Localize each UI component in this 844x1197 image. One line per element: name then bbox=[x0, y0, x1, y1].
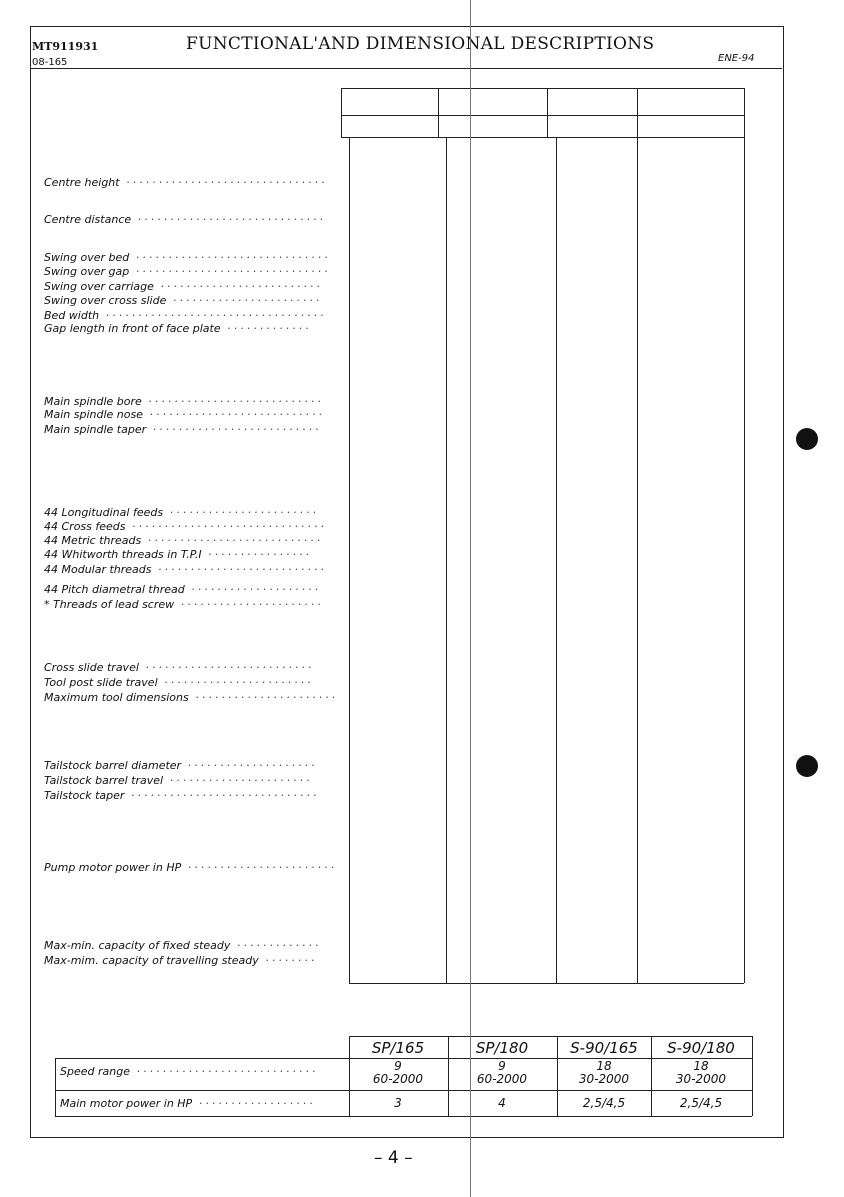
leader-dots: ······················· bbox=[163, 506, 319, 519]
bottom-header-model: S-90/165 bbox=[570, 1039, 638, 1057]
spec-label-text: Main spindle nose bbox=[44, 408, 143, 421]
leader-dots: ················ bbox=[201, 548, 313, 561]
bottom-cell-value: 3 bbox=[394, 1096, 402, 1110]
table-header-rule bbox=[341, 115, 744, 116]
fold-line bbox=[470, 0, 471, 1197]
bottom-cell-value: 18 bbox=[596, 1059, 612, 1073]
bottom-table-column-rule bbox=[752, 1036, 753, 1116]
bottom-cell-value: 30-2000 bbox=[675, 1072, 727, 1086]
spec-label bbox=[44, 691, 338, 704]
spec-label-text: 44 Whitworth threads in T.P.I bbox=[44, 548, 202, 561]
header-divider bbox=[30, 68, 782, 69]
leader-dots: ······················· bbox=[157, 676, 314, 689]
leader-dots: ······················· bbox=[166, 294, 323, 307]
document-date: ENE-94 bbox=[718, 53, 755, 64]
bottom-row-label bbox=[60, 1097, 316, 1110]
table-column-rule bbox=[341, 88, 342, 137]
bottom-table-bottom-rule bbox=[55, 1116, 752, 1117]
spec-label bbox=[44, 423, 322, 436]
spec-label bbox=[44, 309, 327, 322]
binder-hole-mark bbox=[796, 428, 818, 450]
spec-label bbox=[44, 759, 318, 772]
spec-label-text: Swing over carriage bbox=[44, 280, 154, 293]
spec-label bbox=[44, 563, 327, 576]
spec-label bbox=[44, 789, 319, 802]
bottom-cell-value: 4 bbox=[498, 1096, 506, 1110]
spec-label bbox=[44, 506, 319, 519]
table-column-rule bbox=[438, 88, 439, 137]
spec-label-text: Gap length in front of face plate bbox=[44, 322, 221, 335]
table-top-rule bbox=[341, 88, 744, 89]
document-reference: 08-165 bbox=[32, 57, 68, 68]
spec-label bbox=[44, 598, 324, 611]
leader-dots: ······························· bbox=[119, 176, 328, 189]
spec-label-text: Swing over bed bbox=[44, 251, 130, 264]
leader-dots: ··························· bbox=[143, 408, 325, 421]
page-title: FUNCTIONAL'AND DIMENSIONAL DESCRIPTIONS bbox=[186, 34, 655, 54]
spec-label-text: Tailstock taper bbox=[44, 789, 125, 802]
table-column-rule bbox=[637, 88, 638, 137]
table-column-rule bbox=[446, 137, 447, 983]
spec-label-text: Main spindle bore bbox=[44, 395, 142, 408]
spec-label-text: 44 Metric threads bbox=[44, 534, 142, 547]
leader-dots: ······························ bbox=[125, 520, 327, 533]
spec-label-text: Tool post slide travel bbox=[44, 676, 158, 689]
bottom-table-left-rule bbox=[55, 1058, 56, 1116]
spec-label bbox=[44, 774, 313, 787]
spec-label-text: Centre height bbox=[44, 176, 120, 189]
bottom-header-model: SP/165 bbox=[371, 1039, 425, 1057]
spec-label-text: Tailstock barrel diameter bbox=[44, 759, 182, 772]
bottom-row-label bbox=[60, 1065, 318, 1078]
document-id: MT911931 bbox=[32, 40, 99, 53]
leader-dots: ····························· bbox=[124, 789, 320, 802]
page-frame bbox=[30, 26, 784, 1138]
spec-label bbox=[44, 265, 331, 278]
spec-label bbox=[44, 954, 317, 967]
spec-label-text: 44 Modular threads bbox=[44, 563, 152, 576]
table-bottom-rule bbox=[349, 983, 744, 984]
leader-dots: ······················ bbox=[163, 774, 313, 787]
spec-label-text: Swing over cross slide bbox=[44, 294, 167, 307]
spec-label bbox=[44, 322, 312, 335]
spec-label bbox=[44, 176, 327, 189]
bottom-row-label-text: Speed range bbox=[60, 1065, 130, 1078]
spec-label-text: 44 Cross feeds bbox=[44, 520, 126, 533]
spec-label bbox=[44, 251, 331, 264]
spec-label-text: Centre distance bbox=[44, 213, 132, 226]
leader-dots: ·················· bbox=[192, 1097, 316, 1110]
binder-hole-mark bbox=[796, 755, 818, 777]
spec-label bbox=[44, 548, 312, 561]
table-column-rule bbox=[744, 137, 745, 983]
leader-dots: ············· bbox=[230, 939, 322, 952]
spec-label-text: Pump motor power in HP bbox=[44, 861, 182, 874]
bottom-cell-value: 60-2000 bbox=[372, 1072, 424, 1086]
spec-label bbox=[44, 939, 321, 952]
spec-label bbox=[44, 213, 326, 226]
bottom-table-row-rule bbox=[55, 1090, 752, 1091]
leader-dots: ········ bbox=[258, 954, 318, 967]
spec-label-text: Swing over gap bbox=[44, 265, 130, 278]
leader-dots: ·························· bbox=[138, 661, 315, 674]
spec-label bbox=[44, 395, 324, 408]
leader-dots: ······················ bbox=[174, 598, 324, 611]
leader-dots: ···························· bbox=[129, 1065, 319, 1078]
spec-label-text: Maximum tool dimensions bbox=[44, 691, 189, 704]
spec-label bbox=[44, 280, 323, 293]
table-column-rule bbox=[744, 88, 745, 137]
leader-dots: ·································· bbox=[99, 309, 327, 322]
spec-label-text: Bed width bbox=[44, 309, 100, 322]
table-column-rule bbox=[556, 137, 557, 983]
spec-label bbox=[44, 661, 314, 674]
spec-label-text: Max-mim. capacity of travelling steady bbox=[44, 954, 259, 967]
bottom-header-model: SP/180 bbox=[475, 1039, 529, 1057]
bottom-row-label-text: Main motor power in HP bbox=[60, 1097, 193, 1110]
spec-label bbox=[44, 520, 327, 533]
bottom-table-column-rule bbox=[448, 1036, 449, 1116]
spec-label bbox=[44, 583, 321, 596]
spec-label-text: * Threads of lead screw bbox=[44, 598, 175, 611]
leader-dots: ···················· bbox=[184, 583, 322, 596]
spec-label bbox=[44, 408, 325, 421]
bottom-cell-value: 30-2000 bbox=[578, 1072, 630, 1086]
bottom-cell-value: 9 bbox=[394, 1059, 402, 1073]
leader-dots: ························· bbox=[153, 280, 323, 293]
spec-label bbox=[44, 861, 337, 874]
leader-dots: ······························ bbox=[129, 251, 331, 264]
leader-dots: ·························· bbox=[151, 563, 327, 576]
table-units-rule bbox=[341, 137, 744, 138]
bottom-header-model: S-90/180 bbox=[667, 1039, 735, 1057]
table-column-rule bbox=[547, 88, 548, 137]
bottom-cell-value: 2,5/4,5 bbox=[582, 1096, 626, 1110]
spec-label-text: Max-min. capacity of fixed steady bbox=[44, 939, 231, 952]
spec-label-text: 44 Longitudinal feeds bbox=[44, 506, 164, 519]
spec-label-text: Tailstock barrel travel bbox=[44, 774, 164, 787]
leader-dots: ····························· bbox=[131, 213, 327, 226]
spec-label-text: Cross slide travel bbox=[44, 661, 139, 674]
table-column-rule bbox=[349, 137, 350, 983]
spec-label bbox=[44, 534, 323, 547]
bottom-cell-value: 18 bbox=[693, 1059, 709, 1073]
page-number: – 4 – bbox=[374, 1148, 413, 1168]
leader-dots: ············· bbox=[220, 322, 312, 335]
spec-label bbox=[44, 676, 314, 689]
leader-dots: ······················· bbox=[181, 861, 338, 874]
leader-dots: ·························· bbox=[146, 423, 322, 436]
table-column-rule bbox=[637, 137, 638, 983]
bottom-cell-value: 60-2000 bbox=[476, 1072, 528, 1086]
leader-dots: ··························· bbox=[141, 395, 324, 408]
spec-label-text: 44 Pitch diametral thread bbox=[44, 583, 185, 596]
bottom-table-top-rule bbox=[349, 1036, 752, 1037]
spec-label-text: Main spindle taper bbox=[44, 423, 147, 436]
spec-label bbox=[44, 294, 322, 307]
leader-dots: ······························ bbox=[129, 265, 331, 278]
leader-dots: ···················· bbox=[181, 759, 318, 772]
leader-dots: ··························· bbox=[141, 534, 324, 547]
bottom-cell-value: 2,5/4,5 bbox=[679, 1096, 723, 1110]
bottom-cell-value: 9 bbox=[498, 1059, 506, 1073]
leader-dots: ······················ bbox=[188, 691, 339, 704]
